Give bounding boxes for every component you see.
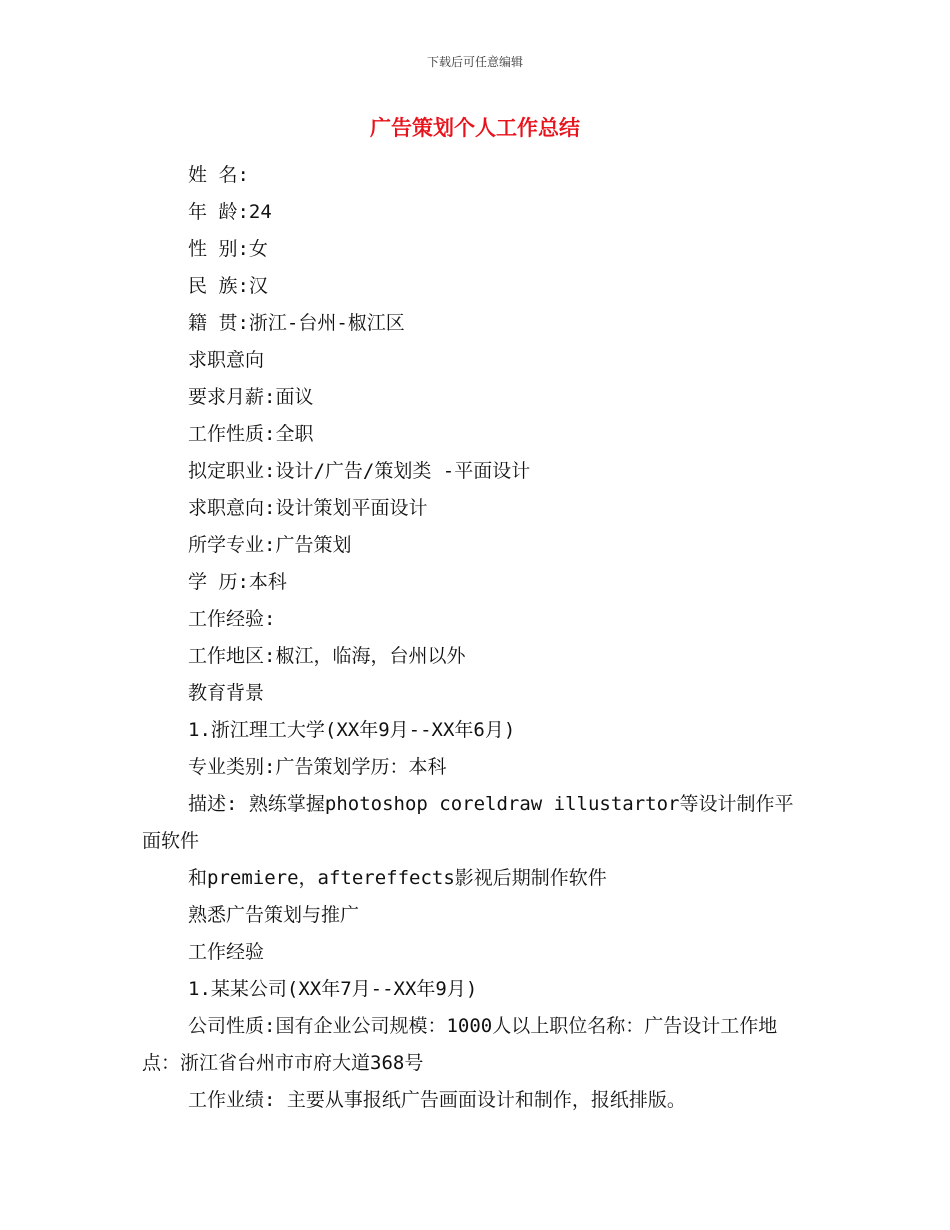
skill-line-promotion: 熟悉广告策划与推广 [188,904,360,926]
field-description: 描述: 熟练掌握photoshop coreldraw illustartor等设计制作平面软件 [142,793,794,852]
education-entry: 1.浙江理工大学(XX年9月--XX年6月) [188,719,516,741]
field-hometown: 籍 贯:浙江-台州-椒江区 [188,312,405,334]
field-age: 年 龄:24 [188,201,272,223]
work-entry: 1.某某公司(XX年7月--XX年9月) [188,978,478,1000]
field-target-position: 拟定职业:设计/广告/策划类 -平面设计 [188,460,531,482]
field-work-experience: 工作经验: [188,608,276,630]
field-ethnicity: 民 族:汉 [188,275,268,297]
field-job-type: 工作性质:全职 [188,423,314,445]
document-body [142,157,822,1119]
field-salary: 要求月薪:面议 [188,386,314,408]
field-company-info: 公司性质:国有企业公司规模：1000人以上职位名称：广告设计工作地点：浙江省台州市市府大道368号 [142,1015,778,1074]
skill-line-video: 和premiere，aftereffects影视后期制作软件 [188,867,607,889]
header-note: 下载后可任意编辑 [426,55,523,69]
field-achievements: 工作业绩: 主要从事报纸广告画面设计和制作，报纸排版。 [188,1089,686,1111]
field-name: 姓 名: [188,164,249,186]
field-major: 所学专业:广告策划 [188,534,352,556]
field-education: 学 历:本科 [188,571,287,593]
field-job-intention: 求职意向:设计策划平面设计 [188,497,428,519]
field-work-area: 工作地区:椒江，临海，台州以外 [188,645,466,667]
field-major-category: 专业类别:广告策划学历：本科 [188,756,447,778]
section-work-experience: 工作经验 [188,941,265,963]
field-gender: 性 别:女 [188,238,268,260]
section-job-intention: 求职意向 [188,349,265,371]
section-education: 教育背景 [188,682,265,704]
page-title: 广告策划个人工作总结 [370,116,580,140]
